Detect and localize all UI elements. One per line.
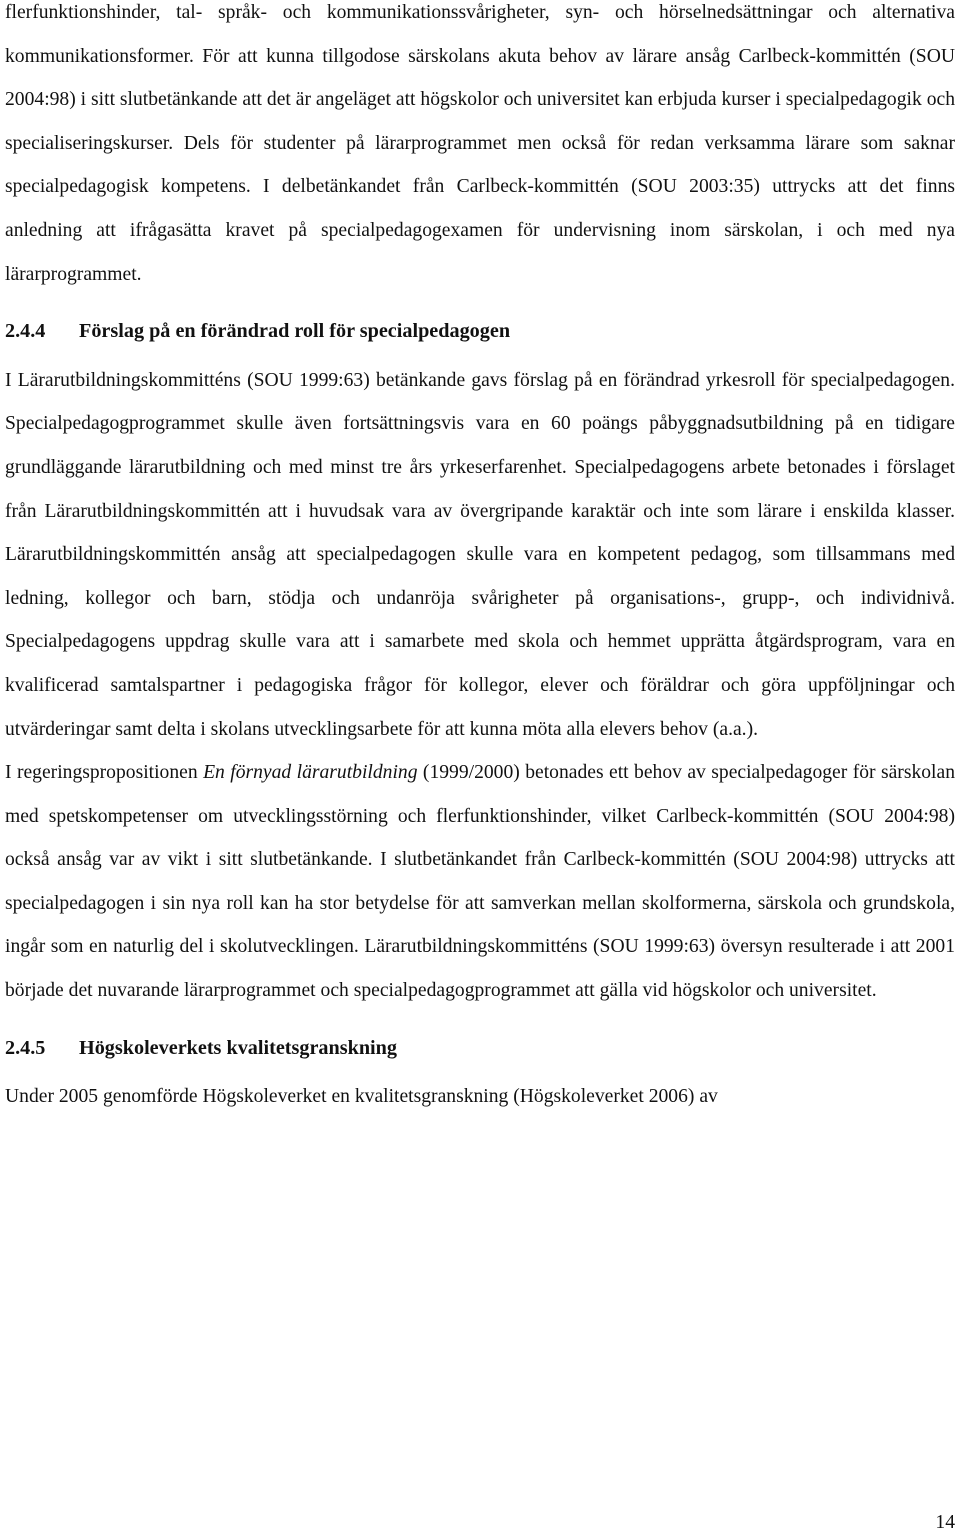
section-number: 2.4.4 bbox=[5, 320, 46, 343]
section-heading-2-4-4 bbox=[5, 296, 955, 359]
section-title: Högskoleverkets kvalitetsgranskning bbox=[79, 1036, 397, 1059]
section-number: 2.4.5 bbox=[5, 1036, 46, 1059]
document-page bbox=[5, 0, 955, 1537]
page-number: 14 bbox=[935, 1512, 955, 1533]
section-title: Förslag på en förändrad roll för specialpedagogen bbox=[79, 320, 511, 343]
paragraph-teacher-education-committee: I Lärarutbildningskommitténs (SOU 1999:63) betänkande gavs förslag på en förändrad yrkesroll för specialpedagogen. Specialpedagogprogrammet skulle även fortsättningsvis vara en 60 poängs påbyggnadsutbildning på en tidigare grundläggande lärarutbildning och med minst tre års yrkeserfarenhet. Specialpedagogens arbete betonades i förslaget från Lärarutbildningskommittén att i huvudsak vara av övergripande karaktär och inte som lärare i enskilda klasser. Lärarutbildningskommittén ansåg att specialpedagogen skulle vara en kompetent pedagog, som tillsammans med ledning, kollegor och barn, stödja och undanröja svårigheter på organisations-, grupp-, och individnivå. Specialpedagogens uppdrag skulle vara att i samarbete med skola och hemmet upprätta åtgärdsprogram, vara en kvalificerad samtalspartner i pedagogiska frågor för kollegor, elever och föräldrar och göra uppföljningar och utvärderingar samt delta i skolans utvecklingsarbete för att kunna möta alla elevers behov (a.a.). bbox=[5, 369, 955, 740]
paragraph-carlbeck-committee: flerfunktionshinder, tal- språk- och kommunikationssvårigheter, syn- och hörselnedsättningar och alternativa kommunikationsformer. För att kunna tillgodose särskolans akuta behov av lärare ansåg Carlbeck-kommittén (SOU 2004:98) i sitt slutbetänkande att det är angeläget att högskolor och universitet kan erbjuda kurser i specialpedagogik och specialiseringskurser. Dels för studenter på lärarprogrammet men också för redan verksamma lärare som saknar specialpedagogisk kompetens. I delbetänkandet från Carlbeck-kommittén (SOU 2003:35) uttrycks att det finns anledning att ifrågasätta kravet på specialpedagogexamen för undervisning inom särskolan, i och med nya lärarprogrammet. bbox=[5, 2, 955, 285]
paragraph-text: (1999/2000) betonades ett behov av specialpedagoger för särskolan med spetskompetenser om utvecklingsstörning och flerfunktionshinder, vilket Carlbeck-kommittén (SOU 2004:98) också ansåg var av vikt i sitt slutbetänkande. I slutbetänkandet från Carlbeck-kommittén (SOU 2004:98) uttrycks att specialpedagogen i sin nya roll kan ha stor betydelse för att samverkan mellan skolformerna, särskola och grundskola, ingår som en naturlig del i skolutvecklingen. Lärarutbildningskommitténs (SOU 1999:63) översyn resulterade i att 2001 började det nuvarande lärarprogrammet och specialpedagogprogrammet att gälla vid högskolor och universitet. bbox=[5, 762, 955, 1002]
bill-title: En förnyad lärarutbildning bbox=[203, 762, 418, 784]
paragraph-quality-review: Under 2005 genomförde Högskoleverket en kvalitetsgranskning (Högskoleverket 2006) av bbox=[5, 1086, 718, 1108]
section-heading-2-4-5 bbox=[5, 1013, 955, 1076]
paragraph-government-bill bbox=[5, 751, 955, 1013]
paragraph-text: I regeringspropositionen bbox=[5, 762, 204, 784]
